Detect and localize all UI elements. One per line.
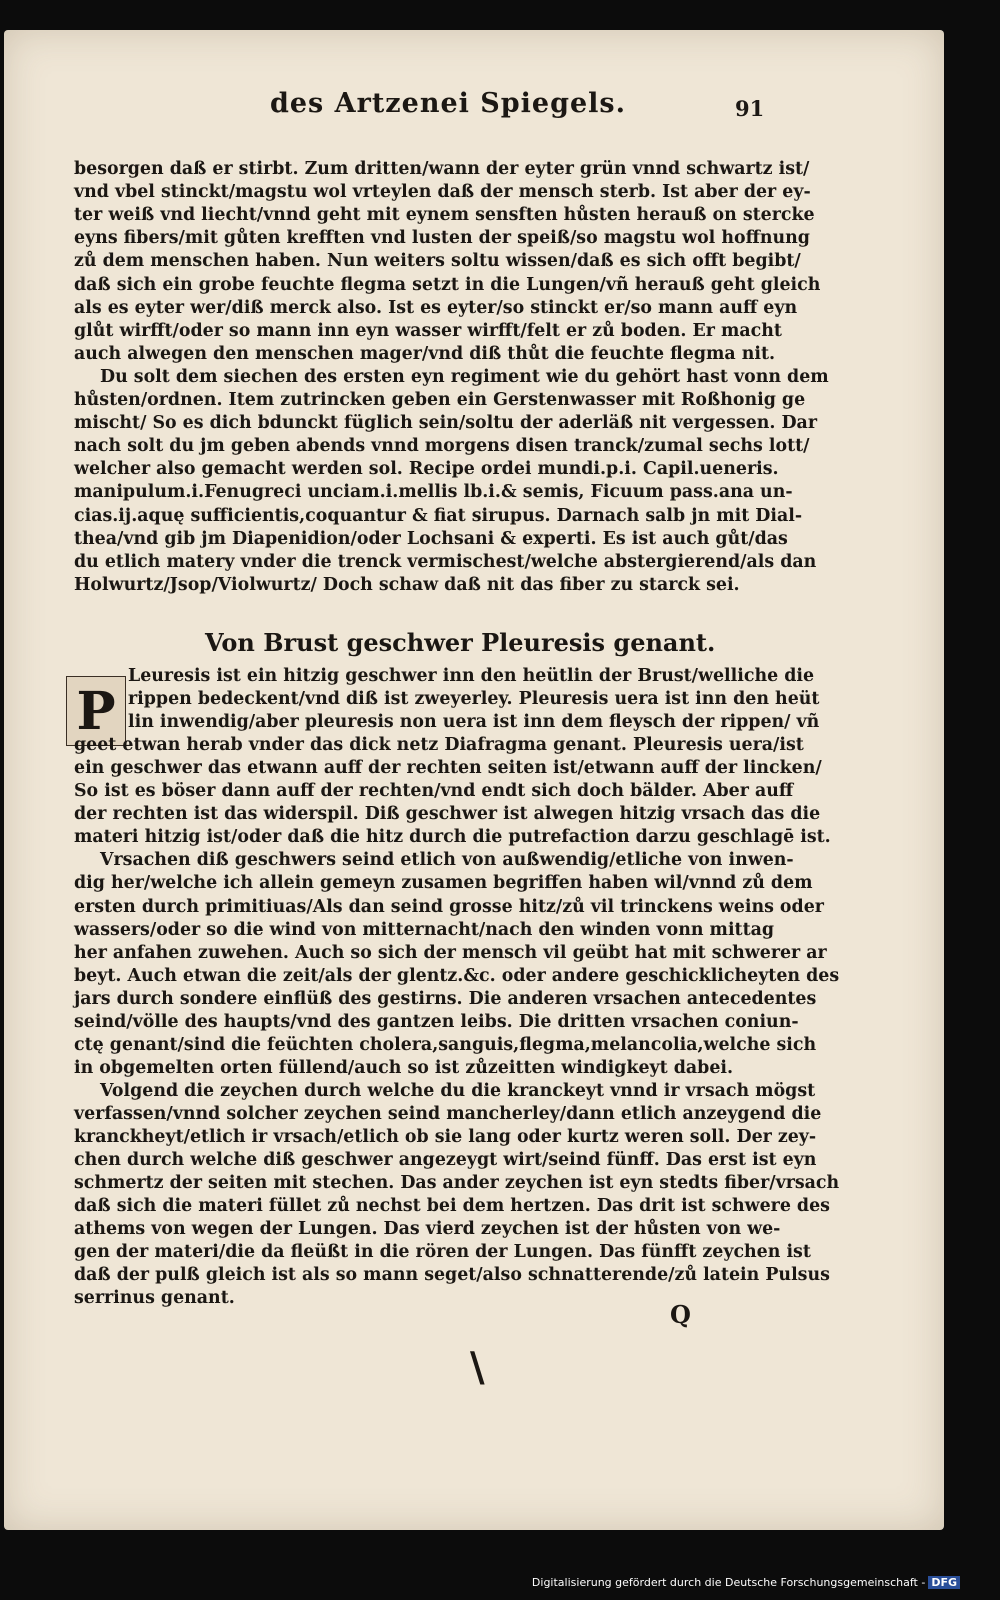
text-line: thea/vnd gib jm Diapenidion/oder Lochsani & experti. Es ist auch gůt/das xyxy=(74,528,788,549)
text-line: auch alwegen den menschen mager/vnd diß thůt die feuchte flegma nit. xyxy=(74,343,776,364)
page-number: 91 xyxy=(735,96,765,121)
text-line: ersten durch primitiuas/Als dan seind grosse hitz/zů vil trinckens weins oder xyxy=(74,896,824,917)
text-line: manipulum.i.Fenugreci unciam.i.mellis lb.i.& semis, Ficuum pass.ana un- xyxy=(74,482,793,503)
running-title: des Artzenei Spiegels. xyxy=(270,88,627,119)
text-line: ctę genant/sind die feüchten cholera,sanguis,flegma,melancolia,welche sich xyxy=(74,1034,817,1055)
text-line: zů dem menschen haben. Nun weiters soltu wissen/daß es sich offt begibt/ xyxy=(74,251,801,272)
text-line: jars durch sondere einflüß des gestirns. Die anderen vrsachen antecedentes xyxy=(74,988,817,1009)
text-line: So ist es böser dann auff der rechten/vnd endt sich doch bälder. Aber auff xyxy=(74,781,794,802)
text-line: verfassen/vnnd solcher zeychen seind mancherley/dann etlich anzeygend die xyxy=(74,1103,822,1124)
text-line: rippen bedeckent/vnd diß ist zweyerley. Pleuresis uera ist inn den heüt xyxy=(128,689,820,710)
decorated-initial: P xyxy=(66,676,126,746)
text-line: cias.ij.aquę sufficientis,coquantur & fiat sirupus. Darnach salb jn mit Dial- xyxy=(74,505,803,526)
text-line: vnd vbel stinckt/magstu wol vrteylen daß der mensch sterb. Ist aber der ey- xyxy=(74,182,811,203)
text-line: serrinus genant. xyxy=(74,1288,235,1309)
text-line: daß sich die materi füllet zů nechst bei dem hertzen. Das drit ist schwere des xyxy=(74,1196,830,1217)
text-line: nach solt du jm geben abends vnnd morgens disen tranck/zumal sechs lott/ xyxy=(74,436,810,457)
text-line: athems von wegen der Lungen. Das vierd zeychen ist der hůsten von we- xyxy=(74,1219,781,1240)
text-line: beyt. Auch etwan die zeit/als der glentz.&c. oder andere geschicklicheyten des xyxy=(74,965,840,986)
text-line: Holwurtz/Jsop/Violwurtz/ Doch schaw daß nit das fiber zu starck sei. xyxy=(74,574,740,595)
catchword: Q xyxy=(670,1300,691,1329)
text-line: mischt/ So es dich bdunckt füglich sein/soltu der aderläß nit vergessen. Dar xyxy=(74,413,817,434)
dfg-logo: DFG xyxy=(928,1576,960,1589)
text-line: chen durch welche diß geschwer angezeygt wirt/seind fünff. Das erst ist eyn xyxy=(74,1150,817,1171)
text-line: welcher also gemacht werden sol. Recipe ordei mundi.p.i. Capil.ueneris. xyxy=(74,459,779,480)
text-line: daß der pulß gleich ist als so mann seget/also schnatterende/zů latein Pulsus xyxy=(74,1265,830,1286)
text-line: du etlich matery vnder die trenck vermischest/welche abstergierend/als dan xyxy=(74,551,817,572)
chapter-heading: Von Brust geschwer Pleuresis genant. xyxy=(205,628,716,657)
text-line: glůt wirfft/oder so mann inn eyn wasser wirfft/felt er zů boden. Er macht xyxy=(74,320,782,341)
text-line: in obgemelten orten füllend/auch so ist zůzeitten windigkeyt dabei. xyxy=(74,1057,734,1078)
text-line: lin inwendig/aber pleuresis non uera ist inn dem fleysch der rippen/ vñ xyxy=(128,712,820,733)
text-line: ter weiß vnd liecht/vnnd geht mit eynem sensften hůsten herauß on stercke xyxy=(74,205,815,226)
text-line: seind/völle des haupts/vnd des gantzen leibs. Die dritten vrsachen coniun- xyxy=(74,1011,799,1032)
text-line: daß sich ein grobe feuchte flegma setzt in die Lungen/vñ herauß geht gleich xyxy=(74,274,821,295)
text-line: Volgend die zeychen durch welche du die kranckeyt vnnd ir vrsach mögst xyxy=(100,1080,816,1101)
text-line: materi hitzig ist/oder daß die hitz durch die putrefaction darzu geschlagē ist. xyxy=(74,827,831,848)
credit-text: Digitalisierung gefördert durch die Deutsche Forschungsgemeinschaft - xyxy=(531,1576,926,1589)
text-line: her anfahen zuwehen. Auch so sich der mensch vil geübt hat mit schwerer ar xyxy=(74,942,827,963)
text-line: geet etwan herab vnder das dick netz Diafragma genant. Pleuresis uera/ist xyxy=(74,735,804,756)
text-line: eyns fibers/mit gůten krefften vnd lusten der speiß/so magstu wol hoffnung xyxy=(74,228,810,249)
text-line: besorgen daß er stirbt. Zum dritten/wann der eyter grün vnnd schwartz ist/ xyxy=(74,159,810,179)
text-line: dig her/welche ich allein gemeyn zusamen begriffen haben wil/vnnd zů dem xyxy=(74,873,813,894)
digitization-credit xyxy=(532,1576,960,1589)
text-line: als es eyter wer/diß merck also. Ist es eyter/so stinckt er/so mann auff eyn xyxy=(74,297,798,318)
text-line: Vrsachen diß geschwers seind etlich von außwendig/etliche von inwen- xyxy=(100,850,794,871)
text-line: Du solt dem siechen des ersten eyn regiment wie du gehört hast vonn dem xyxy=(100,366,829,387)
text-line: schmertz der seiten mit stechen. Das ander zeychen ist eyn stedts fiber/vrsach xyxy=(74,1173,840,1194)
text-line: der rechten ist das widerspil. Diß geschwer ist alwegen hitzig vrsach das die xyxy=(74,804,821,825)
text-line: Leuresis ist ein hitzig geschwer inn den heütlin der Brust/welliche die xyxy=(128,666,815,686)
signature-mark: \ xyxy=(470,1344,485,1391)
text-line: hůsten/ordnen. Item zutrincken geben ein Gerstenwasser mit Roßhonig ge xyxy=(74,390,806,410)
text-line: wassers/oder so die wind von mitternacht/nach den winden vonn mittag xyxy=(74,919,775,940)
text-line: ein geschwer das etwann auff der rechten seiten ist/etwann auff der lincken/ xyxy=(74,758,822,779)
text-line: gen der materi/die da fleüßt in die rören der Lungen. Das fünfft zeychen ist xyxy=(74,1242,811,1263)
text-line: kranckheyt/etlich ir vrsach/etlich ob sie lang oder kurtz weren soll. Der zey- xyxy=(74,1127,817,1147)
